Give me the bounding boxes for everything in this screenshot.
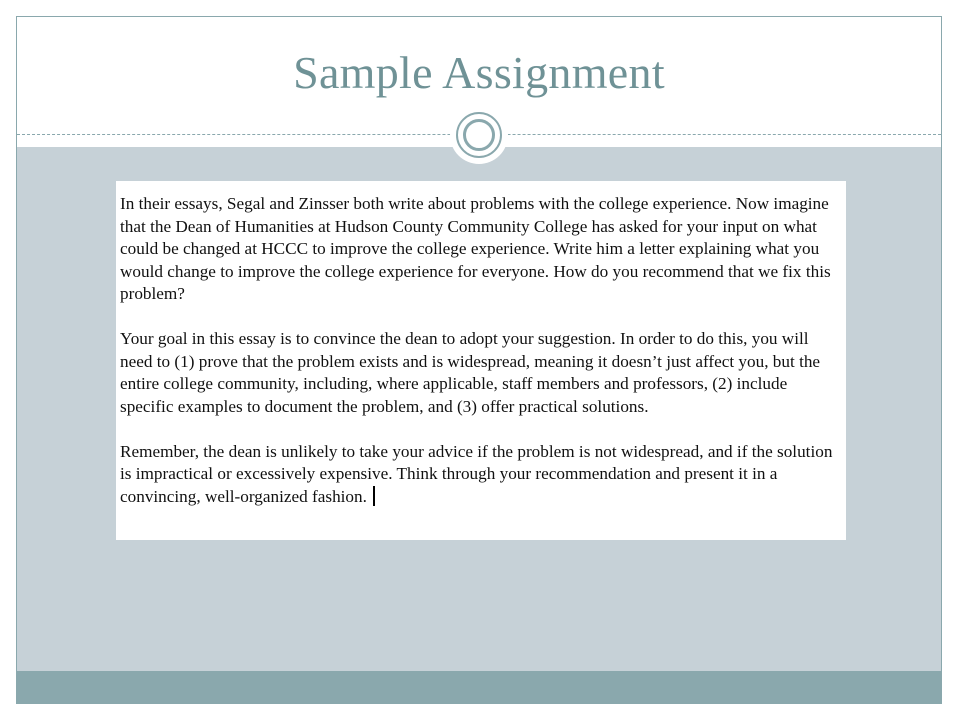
slide [16,16,942,704]
assignment-paragraph-3 [120,441,842,509]
ornament-inner-ring [463,119,495,151]
ornament-outer-ring [456,112,502,158]
slide-title: Sample Assignment [293,47,665,98]
assignment-paragraph-1: In their essays, Segal and Zinsser both write about problems with the college experience. Now imagine that the Dean of Humanities at Hudson County Community College has asked for your input on what could be changed at HCCC to improve the college experience. Write him a letter explaining what you would change to improve the college experience for everyone. How do you recommend that we fix this problem? [120,194,831,303]
bottom-band [17,671,941,704]
assignment-paragraph-2: Your goal in this essay is to convince the dean to adopt your suggestion. In order to do this, you will need to (1) prove that the problem exists and is widespread, meaning it doesn’t just affect you, but the entire college community, including, where applicable, staff members and professors, (2) include specific examples to document the problem, and (3) offer practical solutions. [120,329,821,416]
assignment-paragraph-3-text: Remember, the dean is unlikely to take your advice if the problem is not widespread, and if the solution is impractical or excessively expensive. Think through your recommendation and present it in a convincing, well-organized fashion. [120,441,833,506]
assignment-text-box[interactable] [116,181,846,540]
circle-ornament-icon [450,106,508,164]
text-cursor [373,486,375,506]
